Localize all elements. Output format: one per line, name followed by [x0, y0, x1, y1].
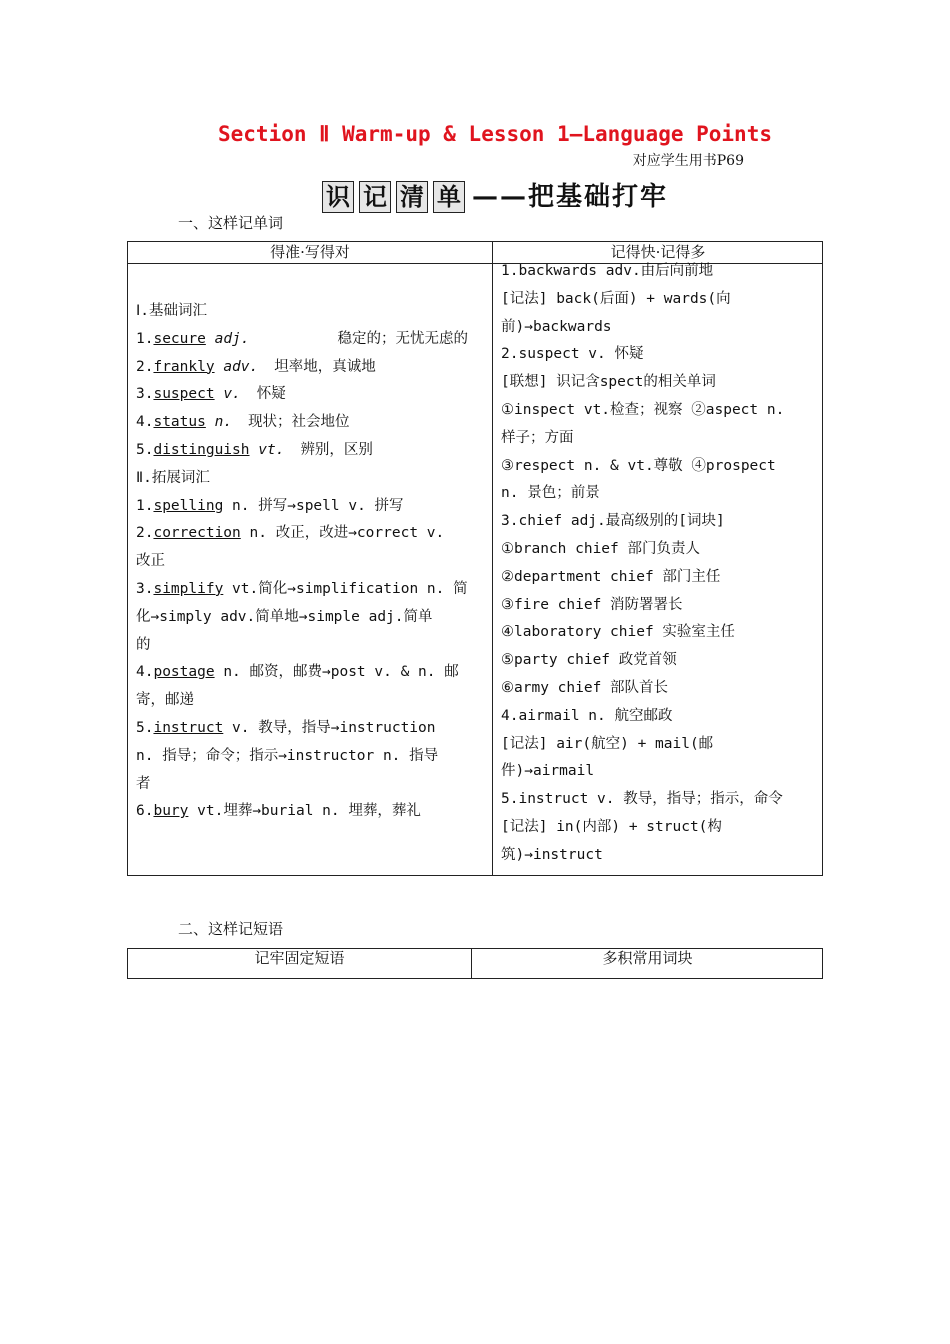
column-header-right: 记得快·记得多: [610, 243, 706, 261]
group-title: Ⅰ.基础词汇: [136, 303, 208, 319]
word-entry: 6.bury vt.埋葬→burial n. 埋葬，葬礼: [136, 803, 421, 820]
section-banner: [0, 176, 950, 213]
page-reference: 对应学生用书P69: [632, 153, 744, 169]
word-entry: 4.postage n. 邮资，邮费→post v. & n. 邮: [136, 664, 459, 681]
section-heading-words: 一、这样记单词: [178, 214, 284, 232]
vocab-word: secure: [153, 330, 206, 347]
right-line: 样子；方面: [501, 429, 574, 446]
phrases-table: [127, 948, 823, 979]
right-line: ①branch chief 部门负责人: [501, 540, 700, 557]
word-entry: 5.distinguish vt. 辨别，区别: [136, 441, 373, 458]
right-line: 件)→airmail: [501, 763, 595, 780]
word-entry: 2.frankly adv. 坦率地，真诚地: [136, 358, 376, 375]
vocab-word: spelling: [153, 497, 224, 514]
right-line: 1.backwards adv.由后向前地: [501, 263, 714, 279]
word-entry: 3.suspect v. 怀疑: [136, 386, 286, 403]
right-line: [记法] air(航空) + mail(邮: [501, 735, 714, 752]
vocab-word: frankly: [153, 358, 215, 375]
section-heading-phrases: 二、这样记短语: [178, 920, 284, 938]
vocab-word: simplify: [153, 580, 224, 597]
column-divider: [492, 242, 493, 875]
right-line: 2.suspect v. 怀疑: [501, 346, 644, 363]
right-line: [记法] back(后面) + wards(向: [501, 290, 731, 307]
banner-subtitle: ——把基础打牢: [471, 182, 668, 212]
group-title: Ⅱ.拓展词汇: [136, 469, 210, 486]
right-line: ②department chief 部门主任: [501, 568, 721, 585]
vocab-word: correction: [153, 525, 241, 542]
column-header-left: 记牢固定短语: [254, 949, 345, 967]
entry-continuation: 化→simply adv.简单地→simple adj.简单: [136, 608, 433, 625]
column-header-left: 得准·写得对: [270, 243, 350, 261]
vocab-word: instruct: [153, 719, 224, 736]
banner-char: 清: [396, 181, 428, 213]
right-line: ⑤party chief 政党首领: [501, 652, 677, 669]
word-entry: 5.instruct v. 教导，指导→instruction: [136, 719, 436, 736]
right-line: 5.instruct v. 教导，指导；指示，命令: [501, 791, 783, 808]
column-header-right: 多积常用词块: [602, 949, 693, 967]
right-column-content: [501, 258, 819, 870]
vocab-word: postage: [153, 664, 215, 681]
right-line: ①inspect vt.检查；视察 ②aspect n.: [501, 401, 785, 418]
word-entry: 4.status n. 现状；社会地位: [136, 414, 350, 431]
right-line: 前)→backwards: [501, 318, 612, 335]
right-line: ③respect n. & vt.尊敬 ④prospect: [501, 457, 776, 474]
right-line: [联想] 识记含spect的相关单词: [501, 374, 716, 391]
right-line: 3.chief adj.最高级别的[词块]: [501, 513, 725, 530]
right-line: 4.airmail n. 航空邮政: [501, 707, 673, 724]
vocab-word: distinguish: [153, 441, 250, 458]
banner-char: 识: [322, 181, 354, 213]
banner-char: 单: [433, 181, 465, 213]
entry-continuation: 者: [136, 775, 151, 792]
entry-continuation: 寄，邮递: [136, 692, 194, 709]
entry-continuation: 的: [136, 636, 151, 653]
word-entry: 2.correction n. 改正，改进→correct v.: [136, 525, 445, 542]
word-entry: 1.spelling n. 拼写→spell v. 拼写: [136, 497, 404, 514]
left-column-content: [136, 298, 486, 826]
right-line: n. 景色；前景: [501, 485, 600, 502]
right-line: ③fire chief 消防署署长: [501, 596, 683, 613]
right-line: 筑)→instruct: [501, 846, 603, 863]
right-line: ④laboratory chief 实验室主任: [501, 624, 735, 641]
vocab-word: status: [153, 414, 206, 431]
banner-char: 记: [359, 181, 391, 213]
vocabulary-table: [127, 241, 823, 876]
right-line: [记法] in(内部) + struct(构: [501, 818, 722, 835]
word-entry: 1.secure adj. 稳定的；无忧无虑的: [136, 330, 469, 347]
vocab-word: suspect: [153, 386, 215, 403]
entry-continuation: 改正: [136, 553, 165, 570]
page-title: Section Ⅱ Warm-up & Lesson 1—Language Points: [218, 122, 772, 146]
right-line: ⑥army chief 部队首长: [501, 679, 669, 696]
word-entry: 3.simplify vt.简化→simplification n. 简: [136, 580, 468, 597]
vocab-word: bury: [153, 803, 189, 820]
entry-continuation: n. 指导；命令；指示→instructor n. 指导: [136, 747, 439, 764]
